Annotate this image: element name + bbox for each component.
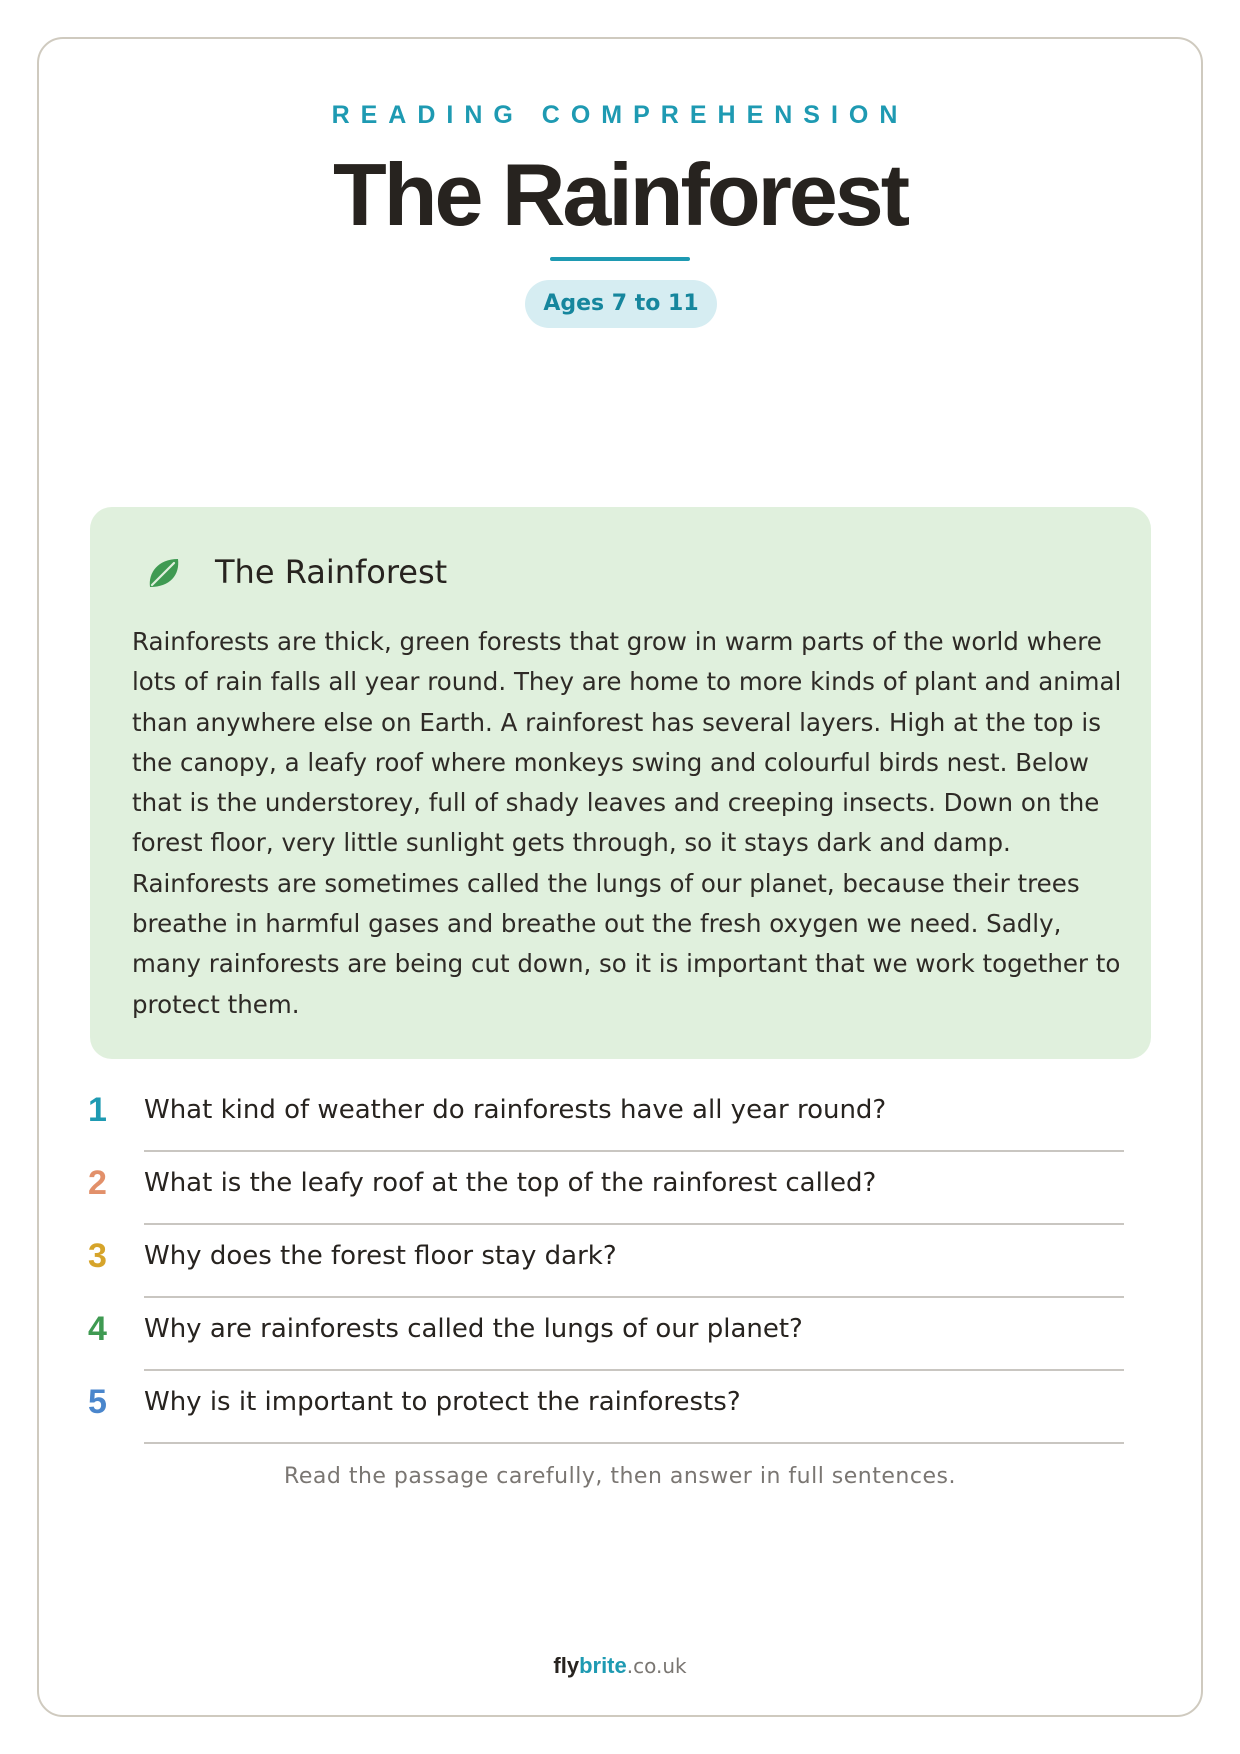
question-number: 1	[88, 1091, 107, 1129]
question-5	[88, 1370, 1128, 1443]
question-number: 4	[88, 1310, 107, 1348]
question-1	[88, 1078, 1128, 1151]
brand-name-part2: brite	[579, 1653, 627, 1678]
age-badge: Ages 7 to 11	[525, 280, 717, 328]
question-2	[88, 1151, 1128, 1224]
passage-text: Rainforests are thick, green forests that grow in warm parts of the world where lots of rain falls all year round. They are home to more kinds of plant and animal than anywhere else on Earth. A rainforest has several layers. High at the top is the canopy, a leafy roof where monkeys swing and colourful birds nest. Below that is the understorey, full of shady leaves and creeping insects. Down on the forest floor, very little sunlight gets through, so it stays dark and damp. Rainforests are sometimes called the lungs of our planet, because their trees breathe in harmful gases and breathe out the fresh oxygen we need. Sadly, many rainforests are being cut down, so it is important that we work together to protect them.	[132, 627, 1122, 1019]
question-text: What is the leafy roof at the top of the rainforest called?	[144, 1168, 877, 1198]
question-text: Why does the forest floor stay dark?	[144, 1241, 617, 1271]
footer-brand[interactable]	[0, 1651, 1240, 1681]
question-number: 2	[88, 1164, 107, 1202]
page-title: The Rainforest	[332, 145, 908, 244]
question-text: Why is it important to protect the rainforests?	[144, 1387, 741, 1417]
question-text: Why are rainforests called the lungs of our planet?	[144, 1314, 803, 1344]
instruction-text: Read the passage carefully, then answer in full sentences.	[284, 1464, 956, 1489]
passage-title: The Rainforest	[215, 553, 448, 591]
answer-line[interactable]	[144, 1442, 1124, 1444]
question-3	[88, 1224, 1128, 1297]
question-number: 3	[88, 1237, 107, 1275]
brand-domain: .co.uk	[626, 1654, 687, 1678]
question-number: 5	[88, 1383, 107, 1421]
question-4	[88, 1297, 1128, 1370]
leaf-icon	[144, 553, 184, 593]
title-divider	[550, 257, 690, 261]
question-text: What kind of weather do rainforests have all year round?	[144, 1095, 887, 1125]
eyebrow-label: READING COMPREHENSION	[331, 101, 909, 129]
brand-name-part1: fly	[553, 1653, 580, 1678]
